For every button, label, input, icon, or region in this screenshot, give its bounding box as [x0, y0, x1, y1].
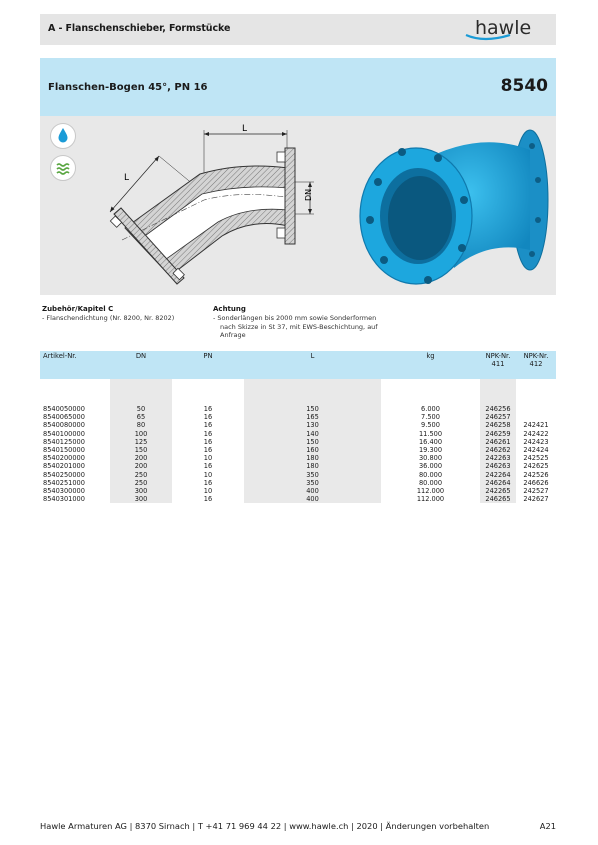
cell-article-nr: 8540150000 — [43, 446, 85, 455]
cell-npk-412: 242423 — [523, 437, 549, 446]
cell-pn: 16 — [203, 429, 213, 438]
cell-npk-412 — [516, 379, 556, 413]
cell-article-nr: 8540080000 — [43, 421, 85, 430]
product-number: 8540 — [500, 76, 548, 96]
cell-kg: 7.500 — [421, 413, 440, 422]
cell-l: 140 — [306, 429, 319, 438]
col-header-article: Artikel-Nr. — [40, 351, 110, 379]
cell-dn: 50 — [136, 405, 146, 413]
article-table — [40, 351, 556, 503]
cell-pn: 16 — [203, 421, 213, 430]
cell-dn: 250 — [134, 470, 148, 479]
col-header-dn: DN — [110, 351, 172, 379]
cell-npk-411: 246261 — [485, 437, 511, 446]
cell-l: 165 — [306, 413, 319, 422]
cell-kg: 30.800 — [418, 454, 443, 463]
cell-article-nr: 8540201000 — [43, 462, 85, 471]
cell-npk-412: 242627 — [523, 495, 549, 504]
col-header-kg: kg — [381, 351, 480, 379]
table-row — [40, 495, 556, 503]
cell-pn: 10 — [203, 487, 213, 496]
cell-kg: 36.000 — [418, 462, 443, 471]
cell-article-nr: 8540251000 — [43, 478, 85, 487]
cell-dn: 250 — [134, 478, 148, 487]
col-header-l: L — [244, 351, 381, 379]
cell-npk-412: 242525 — [523, 454, 549, 463]
cell-article-nr: 8540100000 — [43, 429, 85, 438]
cell-pn: 16 — [203, 446, 213, 455]
cell-kg: 80.000 — [418, 470, 443, 479]
water-drop-icon — [50, 123, 76, 149]
brand-name: hawle — [475, 17, 532, 39]
cell-npk-411: 246256 — [485, 405, 511, 413]
cell-pn: 10 — [203, 470, 213, 479]
table-row — [40, 438, 556, 446]
cell-pn: 16 — [203, 437, 213, 446]
cell-npk-412 — [516, 413, 556, 421]
cell-kg: 6.000 — [421, 405, 440, 413]
cell-l: 150 — [306, 437, 319, 446]
cell-l: 350 — [306, 470, 319, 479]
table-row — [40, 479, 556, 487]
cell-l: 180 — [306, 454, 319, 463]
cell-dn: 80 — [136, 421, 146, 430]
cell-dn: 100 — [134, 429, 148, 438]
cell-l: 130 — [306, 421, 319, 430]
cell-article-nr: 8540250000 — [43, 470, 85, 479]
cell-pn: 16 — [203, 462, 213, 471]
table-row — [40, 379, 556, 413]
cell-kg: 11.500 — [418, 429, 443, 438]
cell-npk-412: 242422 — [523, 429, 549, 438]
cell-dn: 200 — [134, 454, 148, 463]
table-header-row — [40, 351, 556, 379]
cell-article-nr: 8540050000 — [43, 405, 85, 413]
cell-l: 350 — [306, 478, 319, 487]
cell-l: 160 — [306, 446, 319, 455]
cell-dn: 300 — [134, 495, 148, 504]
cell-l: 180 — [306, 462, 319, 471]
cell-article-nr: 8540065000 — [43, 413, 85, 422]
cell-article-nr: 8540125000 — [43, 437, 85, 446]
table-row — [40, 446, 556, 454]
cell-npk-411: 242263 — [485, 454, 511, 463]
cell-kg: 16.400 — [418, 437, 443, 446]
cell-l: 150 — [306, 405, 319, 413]
table-row — [40, 454, 556, 462]
cell-dn: 65 — [136, 413, 146, 422]
accessory-heading: Zubehör/Kapitel C — [42, 305, 114, 313]
cell-kg: 19.300 — [418, 446, 443, 455]
product-photo — [358, 120, 553, 292]
cell-npk-411: 246257 — [485, 413, 511, 422]
cell-npk-412: 242424 — [523, 446, 549, 455]
cell-l: 400 — [306, 487, 319, 496]
cell-npk-412: 246626 — [523, 478, 549, 487]
table-row — [40, 430, 556, 438]
cell-l: 400 — [306, 495, 319, 504]
cell-dn: 150 — [134, 446, 148, 455]
cell-npk-411: 246264 — [485, 478, 511, 487]
cell-npk-412: 242526 — [523, 470, 549, 479]
col-header-npk-411: NPK-Nr. 411 — [480, 351, 516, 379]
cell-dn: 300 — [134, 487, 148, 496]
cell-pn: 10 — [203, 454, 213, 463]
product-image-panel — [40, 116, 556, 295]
page-number: A21 — [539, 821, 556, 831]
caution-line: - Sonderlängen bis 2000 mm sowie Sonderformen — [213, 314, 377, 322]
dim-l-side: L — [124, 173, 130, 183]
col-header-npk-412: NPK-Nr. 412 — [516, 351, 556, 379]
cell-kg: 112.000 — [416, 487, 445, 496]
accessory-line: - Flanschendichtung (Nr. 8200, Nr. 8202) — [42, 314, 175, 322]
dim-l-top: L — [242, 124, 248, 134]
cell-article-nr: 8540300000 — [43, 487, 85, 496]
cell-npk-412: 242421 — [523, 421, 549, 430]
cell-dn: 125 — [134, 437, 148, 446]
cell-dn: 200 — [134, 462, 148, 471]
table-row — [40, 487, 556, 495]
caution-line: Anfrage — [220, 331, 246, 339]
cell-pn: 16 — [203, 478, 213, 487]
dim-dn: DN — [304, 188, 313, 201]
cell-npk-411: 246259 — [485, 429, 511, 438]
cell-kg: 9.500 — [421, 421, 440, 430]
cell-npk-412: 242527 — [523, 487, 549, 496]
table-row — [40, 413, 556, 421]
section-title: A - Flanschenschieber, Formstücke — [48, 23, 231, 34]
cell-kg: 80.000 — [418, 478, 443, 487]
product-title-band — [40, 58, 556, 116]
caution-line: nach Skizze in St 37, mit EWS-Beschichtung, auf — [220, 322, 378, 331]
cell-npk-411: 246265 — [485, 495, 511, 504]
table-row — [40, 462, 556, 470]
cell-article-nr: 8540301000 — [43, 495, 85, 504]
cell-npk-411: 246258 — [485, 421, 511, 430]
cell-article-nr: 8540200000 — [43, 454, 85, 463]
cell-npk-411: 246263 — [485, 462, 511, 471]
cell-npk-412: 242625 — [523, 462, 549, 471]
cell-npk-411: 242265 — [485, 487, 511, 496]
cell-kg: 112.000 — [416, 495, 445, 504]
caution-heading: Achtung — [213, 305, 246, 313]
cell-npk-411: 242264 — [485, 470, 511, 479]
col-header-pn: PN — [172, 351, 244, 379]
cell-pn: 16 — [203, 495, 213, 504]
table-row — [40, 471, 556, 479]
cell-pn: 16 — [203, 413, 213, 422]
technical-drawing — [92, 118, 322, 294]
brand-logo — [464, 16, 548, 46]
cell-npk-411: 246262 — [485, 446, 511, 455]
footer-text: Hawle Armaturen AG | 8370 Sirnach | T +41 71 969 44 22 | www.hawle.ch | 2020 | Änderungen vorbehalten — [40, 821, 490, 831]
cell-pn: 16 — [203, 405, 213, 413]
table-row — [40, 421, 556, 429]
wastewater-icon — [50, 155, 76, 181]
product-name: Flanschen-Bogen 45°, PN 16 — [48, 82, 208, 93]
section-header — [40, 14, 556, 45]
